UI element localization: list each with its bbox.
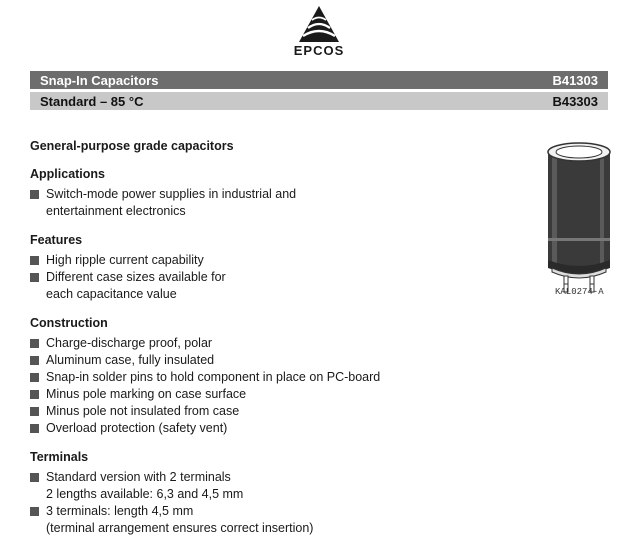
product-family-title: Snap-In Capacitors (40, 72, 159, 88)
construction-list (30, 335, 530, 437)
list-item: Different case sizes available for each capacitance value (30, 269, 530, 303)
figure-caption: KAL0274-A (555, 287, 604, 297)
list-item: High ripple current capability (30, 252, 530, 269)
list-item: Switch-mode power supplies in industrial and entertainment electronics (30, 186, 530, 220)
list-item: Minus pole marking on case surface (30, 386, 530, 403)
list-item: 3 terminals: length 4,5 mm (terminal arrangement ensures correct insertion) (30, 503, 530, 537)
features-heading: Features (30, 233, 83, 247)
bullet-square-icon (30, 373, 39, 382)
terminals-heading: Terminals (30, 450, 89, 464)
bullet-square-icon (30, 424, 39, 433)
epcos-logo (287, 6, 351, 62)
series-code: B43303 (552, 93, 598, 109)
bullet-square-icon (30, 190, 39, 199)
lead-text: General-purpose grade capacitors (30, 139, 234, 153)
header-bar-product-family (30, 71, 608, 89)
logo-text: EPCOS (293, 43, 345, 58)
bullet-square-icon (30, 256, 39, 265)
list-item: Snap-in solder pins to hold component in place on PC-board (30, 369, 530, 386)
bullet-square-icon (30, 473, 39, 482)
bullet-square-icon (30, 407, 39, 416)
applications-list (30, 186, 530, 220)
list-item: Aluminum case, fully insulated (30, 352, 530, 369)
bullet-square-icon (30, 507, 39, 516)
bullet-square-icon (30, 356, 39, 365)
list-item: Standard version with 2 terminals 2 lengths available: 6,3 and 4,5 mm (30, 469, 530, 503)
construction-heading: Construction (30, 316, 108, 330)
terminals-list (30, 469, 530, 537)
series-title: Standard – 85 °C (40, 93, 144, 109)
product-family-code: B41303 (552, 72, 598, 88)
header-bar-series (30, 92, 608, 110)
bullet-square-icon (30, 273, 39, 282)
datasheet-body (30, 138, 530, 549)
epcos-logo-mark (299, 6, 339, 42)
list-item: Minus pole not insulated from case (30, 403, 530, 420)
applications-heading: Applications (30, 167, 106, 181)
capacitor-illustration (540, 138, 620, 298)
features-list (30, 252, 530, 303)
list-item: Charge-discharge proof, polar (30, 335, 530, 352)
bullet-square-icon (30, 339, 39, 348)
bullet-square-icon (30, 390, 39, 399)
list-item: Overload protection (safety vent) (30, 420, 530, 437)
